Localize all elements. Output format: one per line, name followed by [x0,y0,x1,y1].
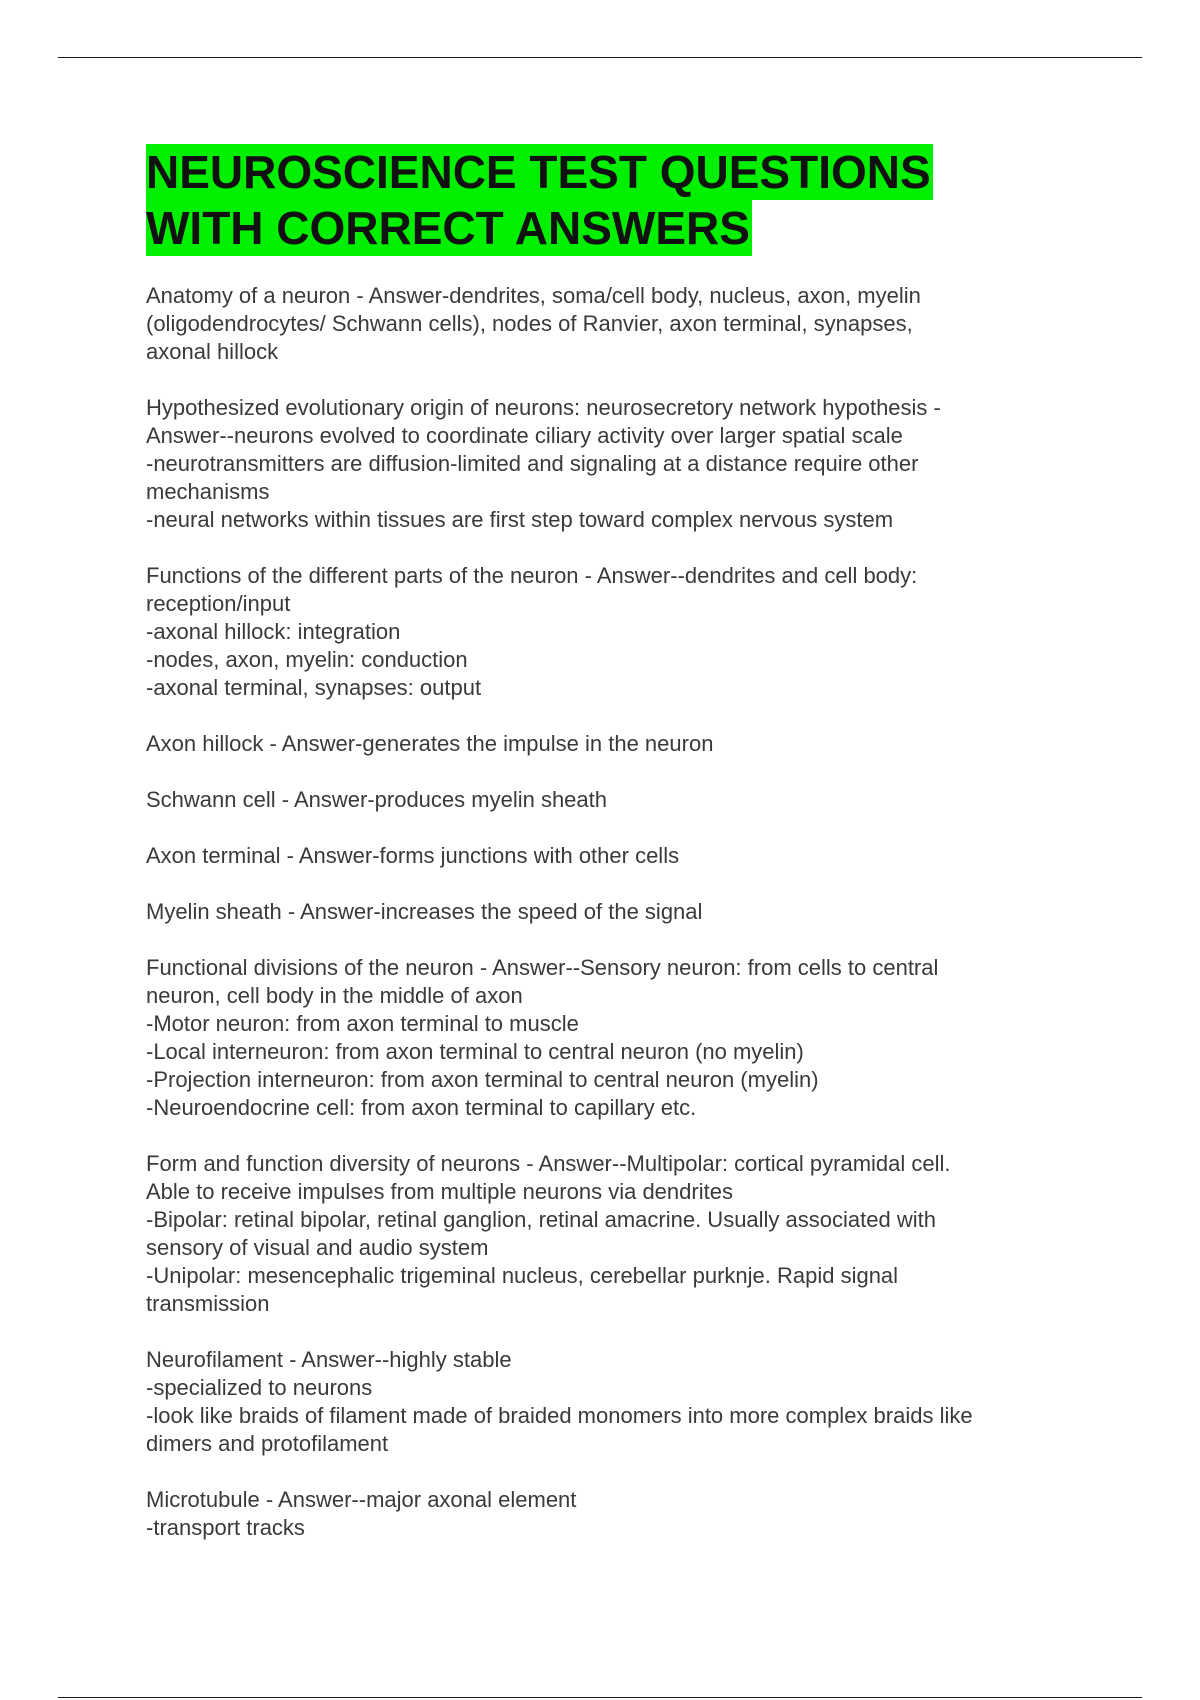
qa-entry-line: mechanisms [146,479,270,504]
qa-entry-line: Microtubule - Answer--major axonal element [146,1487,577,1512]
bottom-rule [58,1697,1142,1698]
page-title [146,144,1076,256]
qa-entry-line: -axonal terminal, synapses: output [146,675,482,700]
qa-entry-line: Schwann cell - Answer-produces myelin sheath [146,787,608,812]
qa-entry-line: -Motor neuron: from axon terminal to muscle [146,1011,579,1036]
qa-entry-line: Axon hillock - Answer-generates the impulse in the neuron [146,731,714,756]
qa-entry-line: -nodes, axon, myelin: conduction [146,647,468,672]
qa-entry-line: Myelin sheath - Answer-increases the speed of the signal [146,899,703,924]
qa-entry [146,394,1076,534]
page-title-line-2: WITH CORRECT ANSWERS [146,202,750,254]
qa-entry-line: Functional divisions of the neuron - Answer--Sensory neuron: from cells to central [146,955,939,980]
qa-entry-line: reception/input [146,591,291,616]
qa-entry-line: -Local interneuron: from axon terminal to central neuron (no myelin) [146,1039,804,1064]
qa-entry-line: -look like braids of filament made of braided monomers into more complex braids like [146,1403,973,1428]
page-title-line-1: NEUROSCIENCE TEST QUESTIONS [146,146,931,198]
qa-entry-line: axonal hillock [146,339,279,364]
qa-entry [146,730,1076,758]
qa-entry-line: Anatomy of a neuron - Answer-dendrites, soma/cell body, nucleus, axon, myelin [146,283,921,308]
qa-entry-line: Able to receive impulses from multiple neurons via dendrites [146,1179,733,1204]
qa-entry-line: Answer--neurons evolved to coordinate ciliary activity over larger spatial scale [146,423,903,448]
top-rule [58,57,1142,58]
qa-entry-line: Functions of the different parts of the neuron - Answer--dendrites and cell body: [146,563,918,588]
qa-entry-line: Hypothesized evolutionary origin of neurons: neurosecretory network hypothesis - [146,395,941,420]
qa-entry-line: -specialized to neurons [146,1375,373,1400]
qa-list [146,282,1076,1542]
qa-entry-line: neuron, cell body in the middle of axon [146,983,523,1008]
qa-entry [146,898,1076,926]
qa-entry [146,562,1076,702]
qa-entry-line: -neurotransmitters are diffusion-limited and signaling at a distance require other [146,451,919,476]
qa-entry [146,1346,1076,1458]
qa-entry-line: -neural networks within tissues are first step toward complex nervous system [146,507,894,532]
qa-entry-line: Form and function diversity of neurons - Answer--Multipolar: cortical pyramidal cell. [146,1151,951,1176]
qa-entry-line: Neurofilament - Answer--highly stable [146,1347,512,1372]
qa-entry [146,954,1076,1122]
qa-entry [146,1150,1076,1318]
qa-entry-line: -Unipolar: mesencephalic trigeminal nucleus, cerebellar purknje. Rapid signal [146,1263,899,1288]
qa-entry-line: -axonal hillock: integration [146,619,401,644]
qa-entry-line: transmission [146,1291,270,1316]
qa-entry-line: sensory of visual and audio system [146,1235,489,1260]
qa-entry [146,1486,1076,1542]
qa-entry-line: -Projection interneuron: from axon terminal to central neuron (myelin) [146,1067,819,1092]
qa-entry [146,282,1076,366]
qa-entry-line: -Neuroendocrine cell: from axon terminal to capillary etc. [146,1095,697,1120]
qa-entry-line: dimers and protofilament [146,1431,389,1456]
qa-entry-line: (oligodendrocytes/ Schwann cells), nodes of Ranvier, axon terminal, synapses, [146,311,913,336]
document-body [146,144,1076,1570]
qa-entry [146,786,1076,814]
qa-entry [146,842,1076,870]
qa-entry-line: -Bipolar: retinal bipolar, retinal ganglion, retinal amacrine. Usually associated with [146,1207,936,1232]
qa-entry-line: Axon terminal - Answer-forms junctions with other cells [146,843,680,868]
qa-entry-line: -transport tracks [146,1515,305,1540]
